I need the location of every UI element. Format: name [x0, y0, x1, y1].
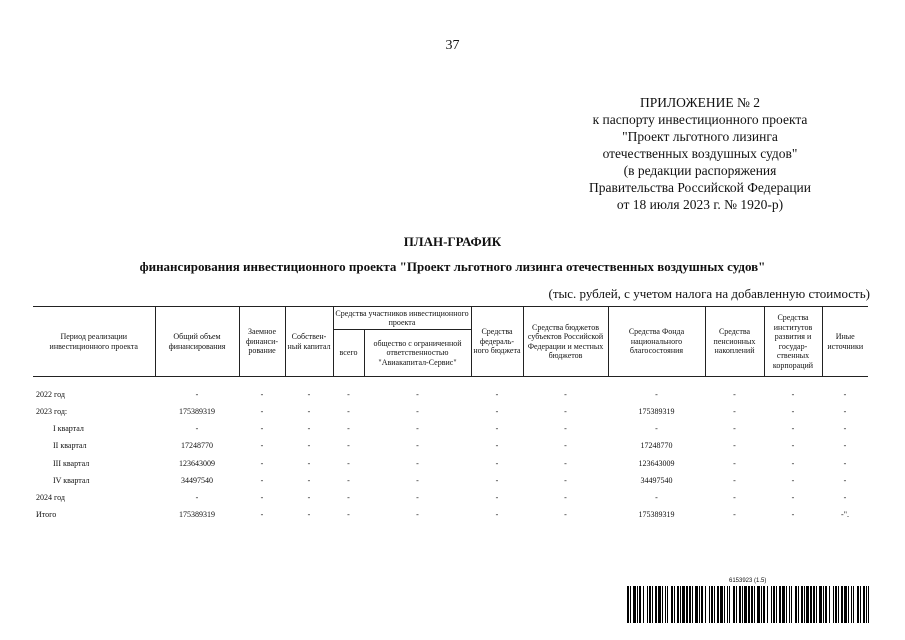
- row-cell: -: [260, 441, 264, 451]
- row-cell: -: [260, 510, 264, 520]
- row-cell: -: [307, 475, 311, 485]
- table-row: [33, 420, 868, 437]
- row-period: II квартал: [53, 441, 87, 451]
- header-regional-budgets: Средства бюджетов субъектов Российской Федерации и местных бюджетов: [523, 307, 608, 377]
- row-cell: -: [495, 407, 499, 417]
- row-cell: -: [260, 389, 264, 399]
- row-cell: -: [495, 458, 499, 468]
- row-cell: -".: [841, 510, 849, 520]
- row-cell: -: [307, 424, 311, 434]
- row-cell: -: [564, 424, 567, 434]
- row-cell: 17248770: [640, 441, 673, 451]
- header-pension: Средства пенсионных накоплений: [705, 307, 764, 377]
- appendix-line: (в редакции распоряжения: [623, 163, 777, 178]
- row-cell: -: [307, 441, 311, 451]
- row-cell: -: [733, 407, 736, 417]
- header-own-capital: Собствен-ный капитал: [285, 307, 333, 377]
- document-serial: 6153923 (1.5): [729, 578, 767, 584]
- row-cell: -: [843, 458, 847, 468]
- row-cell: -: [347, 424, 350, 434]
- appendix-line: от 18 июля 2023 г. № 1920-р): [616, 197, 784, 212]
- units-note: (тыс. рублей, с учетом налога на добавленную стоимость): [548, 286, 870, 301]
- header-period: Период реализации инвестиционного проекта: [33, 307, 155, 377]
- row-period: 2024 год: [36, 492, 65, 502]
- row-cell: -: [347, 389, 350, 399]
- row-cell: -: [655, 389, 658, 399]
- appendix-line: к паспорту инвестиционного проекта: [592, 112, 808, 127]
- row-cell: -: [733, 389, 736, 399]
- row-cell: -: [733, 475, 736, 485]
- row-cell: -: [791, 510, 795, 520]
- row-cell: 175389319: [179, 407, 215, 417]
- row-cell: -: [260, 424, 264, 434]
- row-cell: -: [564, 458, 567, 468]
- row-cell: -: [260, 492, 264, 502]
- header-federal-budget: Средства федераль-ного бюджета: [471, 307, 523, 377]
- row-cell: -: [791, 441, 795, 451]
- row-period: Итого: [36, 510, 57, 520]
- row-cell: -: [655, 492, 658, 502]
- header-other: Иные источники: [822, 307, 868, 377]
- row-cell: 175389319: [179, 510, 215, 520]
- document-title: ПЛАН-ГРАФИК: [403, 234, 502, 249]
- row-cell: -: [347, 510, 350, 520]
- row-cell: -: [843, 389, 847, 399]
- row-cell: -: [843, 475, 847, 485]
- row-cell: 123643009: [638, 458, 675, 468]
- row-cell: -: [195, 492, 199, 502]
- table-row: [33, 455, 868, 472]
- row-cell: -: [733, 424, 736, 434]
- header-institutes: Средства институтов развития и государ-ственных корпораций: [764, 307, 822, 377]
- row-cell: -: [416, 389, 419, 399]
- row-cell: -: [347, 407, 350, 417]
- row-cell: -: [347, 441, 350, 451]
- header-participants-company: общество с ограниченной ответственностью "Авиакапитал-Сервис": [364, 330, 471, 377]
- appendix-line: Правительства Российской Федерации: [589, 180, 811, 195]
- row-cell: -: [495, 475, 499, 485]
- row-cell: -: [791, 475, 795, 485]
- appendix-line: ПРИЛОЖЕНИЕ № 2: [639, 95, 761, 110]
- row-period: 2022 год: [36, 389, 65, 399]
- row-cell: -: [307, 389, 311, 399]
- row-cell: -: [564, 492, 567, 502]
- row-cell: -: [260, 407, 264, 417]
- page-number: 37: [445, 38, 460, 53]
- row-cell: -: [495, 441, 499, 451]
- row-cell: -: [416, 510, 419, 520]
- row-cell: -: [564, 389, 567, 399]
- row-cell: 17248770: [181, 441, 213, 451]
- table-row: [33, 506, 868, 523]
- row-cell: -: [495, 510, 499, 520]
- row-cell: -: [791, 389, 795, 399]
- row-cell: -: [416, 424, 419, 434]
- row-cell: -: [307, 510, 311, 520]
- row-cell: -: [416, 441, 419, 451]
- row-cell: -: [307, 407, 311, 417]
- row-cell: -: [347, 458, 350, 468]
- table-row: [33, 489, 868, 506]
- row-cell: 34497540: [640, 475, 673, 485]
- appendix-line: "Проект льготного лизинга: [622, 129, 778, 144]
- header-participants: Средства участников инвестиционного проекта: [333, 307, 471, 330]
- row-cell: -: [195, 424, 199, 434]
- row-cell: -: [564, 510, 567, 520]
- row-cell: -: [307, 492, 311, 502]
- row-cell: -: [843, 407, 847, 417]
- row-cell: 123643009: [179, 458, 215, 468]
- row-cell: -: [564, 475, 567, 485]
- table-row: [33, 386, 868, 403]
- appendix-line: отечественных воздушных судов": [602, 146, 798, 161]
- row-period: IV квартал: [53, 475, 90, 485]
- row-cell: -: [307, 458, 311, 468]
- header-loan: Заемное финанси-рование: [239, 307, 285, 377]
- financing-schedule-table: [33, 306, 868, 524]
- row-cell: -: [791, 492, 795, 502]
- row-cell: -: [260, 458, 264, 468]
- row-cell: -: [195, 389, 199, 399]
- row-cell: -: [843, 424, 847, 434]
- row-cell: -: [791, 458, 795, 468]
- row-cell: -: [260, 475, 264, 485]
- table-body: [33, 377, 868, 524]
- row-cell: -: [733, 458, 736, 468]
- header-total: Общий объем финансирования: [155, 307, 239, 377]
- row-cell: -: [733, 510, 736, 520]
- row-cell: -: [791, 407, 795, 417]
- row-period: 2023 год:: [36, 407, 68, 417]
- row-cell: -: [564, 441, 567, 451]
- row-cell: -: [843, 441, 847, 451]
- table-row: [33, 438, 868, 455]
- row-cell: -: [495, 492, 499, 502]
- row-cell: -: [416, 492, 419, 502]
- row-cell: -: [347, 492, 350, 502]
- row-cell: 34497540: [181, 475, 213, 485]
- row-cell: -: [347, 475, 350, 485]
- row-cell: -: [495, 424, 499, 434]
- row-cell: 175389319: [638, 407, 675, 417]
- appendix-header: [540, 94, 860, 213]
- row-cell: 175389319: [638, 510, 675, 520]
- row-cell: -: [791, 424, 795, 434]
- row-cell: -: [564, 407, 567, 417]
- document-subtitle: финансирования инвестиционного проекта "Проект льготного лизинга отечественных воздушных судов": [139, 259, 766, 274]
- header-participants-total: всего: [333, 330, 364, 377]
- row-period: I квартал: [53, 424, 84, 434]
- table-row: [33, 472, 868, 489]
- row-cell: -: [733, 441, 736, 451]
- row-cell: -: [416, 407, 419, 417]
- table-row: [33, 403, 868, 420]
- row-cell: -: [416, 475, 419, 485]
- header-nwf: Средства Фонда национального благосостояния: [608, 307, 705, 377]
- row-cell: -: [495, 389, 499, 399]
- barcode: [627, 586, 869, 623]
- row-cell: -: [655, 424, 658, 434]
- row-cell: -: [843, 492, 847, 502]
- row-cell: -: [733, 492, 736, 502]
- row-period: III квартал: [53, 458, 90, 468]
- row-cell: -: [416, 458, 419, 468]
